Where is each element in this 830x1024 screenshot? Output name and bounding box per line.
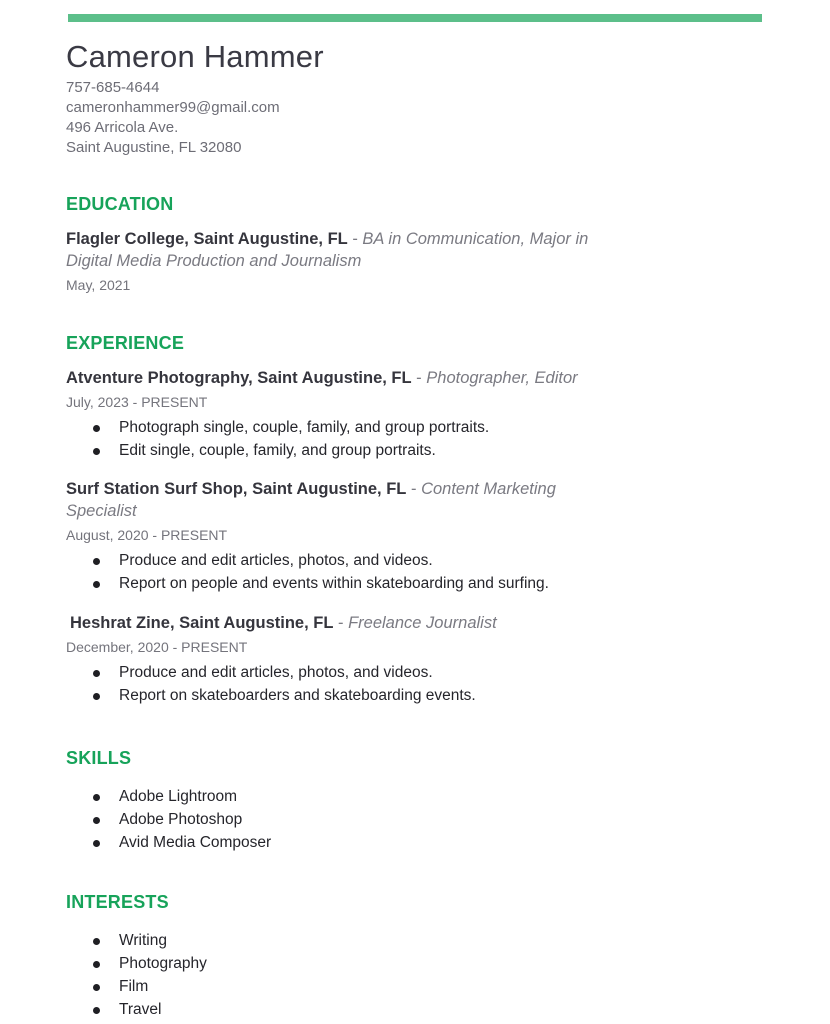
employer-name: Atventure Photography, Saint Augustine, FL <box>66 369 412 387</box>
entry-separator: - <box>333 614 349 632</box>
list-item <box>66 439 626 462</box>
list-item-text: Produce and edit articles, photos, and videos. <box>119 552 433 569</box>
street-address: 496 Arricola Ave. <box>66 119 179 136</box>
list-item-text: Writing <box>119 932 167 949</box>
experience-entry <box>66 367 626 462</box>
education-heading: EDUCATION <box>66 194 174 214</box>
list-item <box>66 661 630 684</box>
list-item-text: Photograph single, couple, family, and group portraits. <box>119 419 490 436</box>
employer-name: Heshrat Zine, Saint Augustine, FL <box>70 614 334 632</box>
contact-info <box>66 78 766 158</box>
employment-dates: July, 2023 - PRESENT <box>66 394 208 410</box>
degree: BA in Communication, Major in Digital Media Production and Journalism <box>66 230 589 270</box>
city-state-zip: Saint Augustine, FL 32080 <box>66 139 242 156</box>
bullet-icon <box>93 558 100 565</box>
list-item <box>66 572 626 595</box>
experience-entry <box>66 612 630 707</box>
experience-entry-title <box>66 478 626 522</box>
list-item <box>66 975 207 998</box>
list-item-text: Report on skateboarders and skateboarding events. <box>119 687 476 704</box>
bullet-icon <box>93 794 100 801</box>
bullet-icon <box>93 670 100 677</box>
list-item-text: Produce and edit articles, photos, and videos. <box>119 664 433 681</box>
list-item-text: Edit single, couple, family, and group portraits. <box>119 442 436 459</box>
bullet-icon <box>93 938 100 945</box>
interests-list <box>66 929 207 1021</box>
school-name: Flagler College, Saint Augustine, FL <box>66 230 348 248</box>
entry-separator: - <box>347 230 363 248</box>
entry-separator: - <box>411 369 427 387</box>
resume-header <box>66 38 766 158</box>
graduation-date: May, 2021 <box>66 277 131 293</box>
list-item <box>66 998 207 1021</box>
responsibilities-list <box>66 549 626 595</box>
entry-separator: - <box>406 480 422 498</box>
bullet-icon <box>93 961 100 968</box>
experience-entry-title <box>70 612 630 634</box>
list-item <box>66 684 630 707</box>
bullet-icon <box>93 840 100 847</box>
list-item-text: Report on people and events within skateboarding and surfing. <box>119 575 549 592</box>
skills-list <box>66 785 271 854</box>
interests-heading: INTERESTS <box>66 892 169 912</box>
bullet-icon <box>93 581 100 588</box>
experience-entry <box>66 478 626 595</box>
header-accent-bar <box>68 14 762 22</box>
bullet-icon <box>93 984 100 991</box>
job-title: Freelance Journalist <box>348 614 497 632</box>
bullet-icon <box>93 1007 100 1014</box>
job-title: Photographer, Editor <box>426 369 578 387</box>
list-item <box>66 416 626 439</box>
employer-name: Surf Station Surf Shop, Saint Augustine, FL <box>66 480 407 498</box>
employment-dates: August, 2020 - PRESENT <box>66 527 228 543</box>
list-item <box>66 785 271 808</box>
candidate-name: Cameron Hammer <box>66 39 324 74</box>
bullet-icon <box>93 817 100 824</box>
bullet-icon <box>93 448 100 455</box>
skills-heading: SKILLS <box>66 748 132 768</box>
list-item-text: Film <box>119 978 149 995</box>
responsibilities-list <box>66 416 626 462</box>
list-item <box>66 831 271 854</box>
email-address: cameronhammer99@gmail.com <box>66 99 280 116</box>
experience-entry-title <box>66 367 626 389</box>
list-item-text: Adobe Photoshop <box>119 811 243 828</box>
list-item <box>66 929 207 952</box>
experience-heading: EXPERIENCE <box>66 333 185 353</box>
job-title: Content Marketing Specialist <box>66 480 556 520</box>
list-item-text: Travel <box>119 1001 162 1018</box>
list-item <box>66 549 626 572</box>
education-entry <box>66 228 626 295</box>
list-item-text: Avid Media Composer <box>119 834 272 851</box>
list-item-text: Photography <box>119 955 207 972</box>
bullet-icon <box>93 425 100 432</box>
list-item <box>66 952 207 975</box>
list-item-text: Adobe Lightroom <box>119 788 238 805</box>
education-entry-title <box>66 228 626 272</box>
bullet-icon <box>93 693 100 700</box>
responsibilities-list <box>66 661 630 707</box>
list-item <box>66 808 271 831</box>
phone-number: 757-685-4644 <box>66 79 160 96</box>
resume-page <box>66 38 766 1018</box>
employment-dates: December, 2020 - PRESENT <box>66 639 248 655</box>
